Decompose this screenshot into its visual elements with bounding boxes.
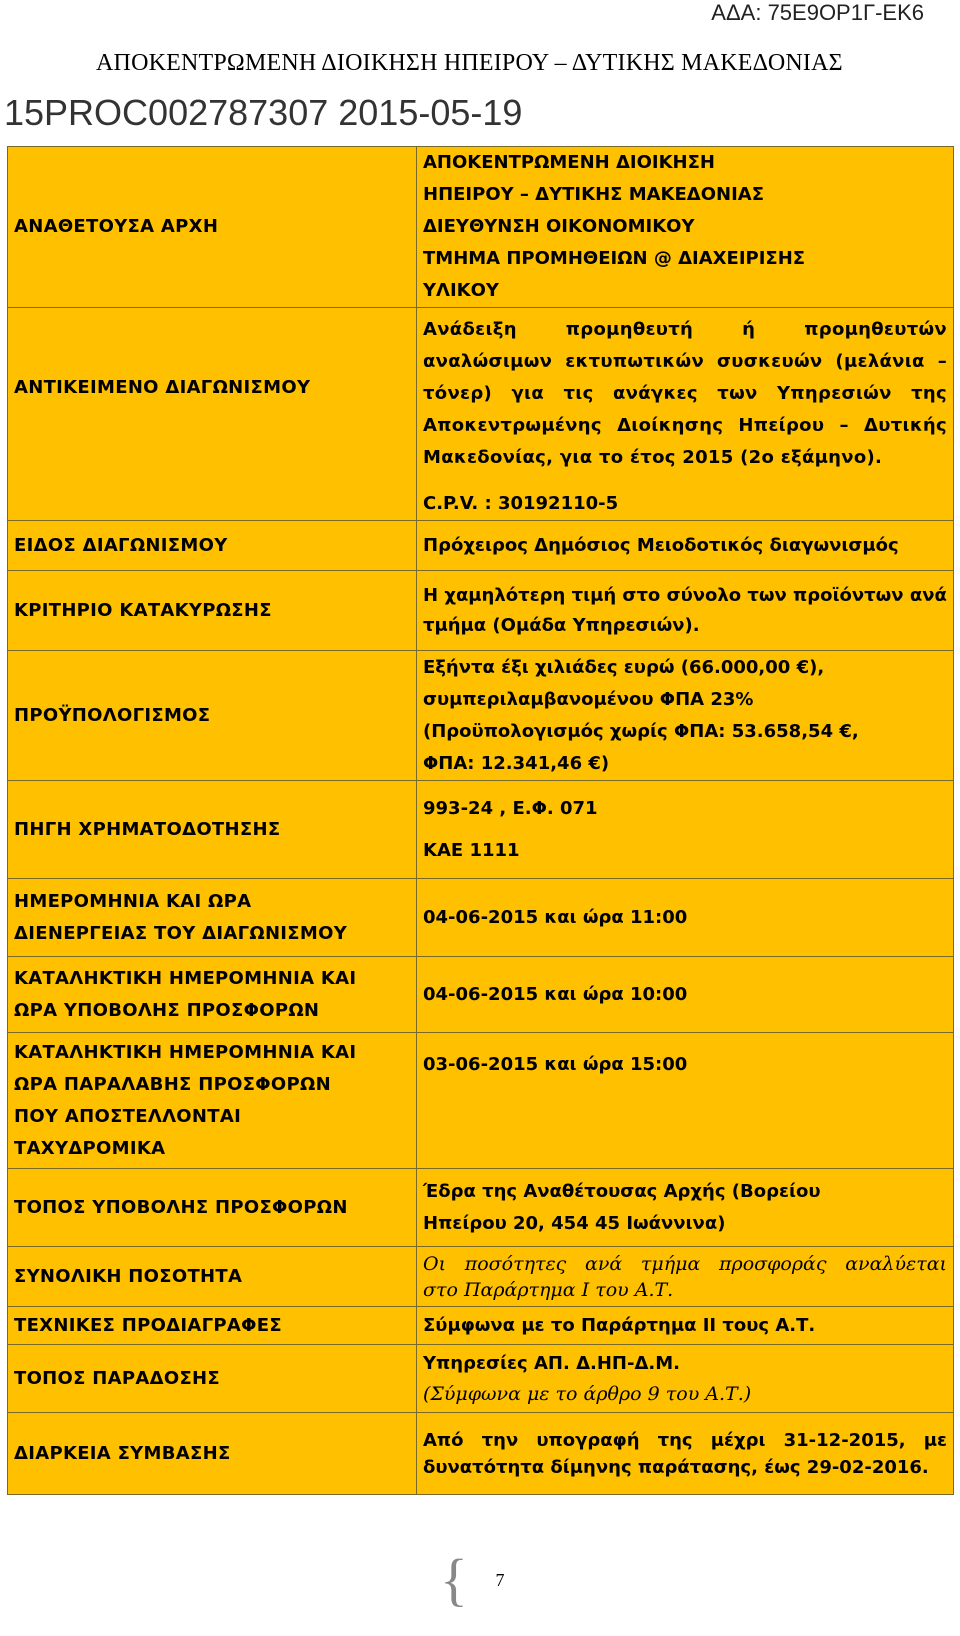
table-row bbox=[8, 957, 954, 1033]
row-label: ΗΜΕΡΟΜΗΝΙΑ ΚΑΙ ΩΡΑ ΔΙΕΝΕΡΓΕΙΑΣ ΤΟΥ ΔΙΑΓΩΝΙΣΜΟΥ bbox=[8, 879, 417, 957]
row-value: Η χαμηλότερη τιμή στο σύνολο των προϊόντων ανά τμήμα (Ομάδα Υπηρεσιών). bbox=[417, 571, 954, 651]
row-value: Οι ποσότητες ανά τμήμα προσφοράς αναλύεται στο Παράρτημα Ι του Α.Τ. bbox=[417, 1247, 954, 1307]
authority-header: ΑΠΟΚΕΝΤΡΩΜΕΝΗ ΔΙΟΙΚΗΣΗ ΗΠΕΙΡΟΥ – ΔΥΤΙΚΗΣ ΜΑΚΕΔΟΝΙΑΣ bbox=[96, 50, 843, 76]
page-footer bbox=[440, 1547, 560, 1612]
row-value: Πρόχειρος Δημόσιος Μειοδοτικός διαγωνισμός bbox=[417, 521, 954, 571]
object-description: Ανάδειξη προμηθευτή ή προμηθευτών αναλώσιμων εκτυπωτικών συσκευών (μελάνια – τόνερ) για τις ανάγκες των Υπηρεσιών της Αποκεντρωμένης Διοίκησης Ηπείρου – Δυτικής Μακεδονίας, για το έτος 2015 (2ο εξάμηνο). bbox=[423, 319, 947, 468]
row-value: Από την υπογραφή της μέχρι 31-12-2015, με δυνατότητα δίμηνης παράτασης, έως 29-02-2016. bbox=[417, 1413, 954, 1495]
page-number: 7 bbox=[495, 1570, 505, 1590]
table-row bbox=[8, 1033, 954, 1169]
left-brace-icon: { bbox=[440, 1547, 468, 1612]
row-label: ΠΗΓΗ ΧΡΗΜΑΤΟΔΟΤΗΣΗΣ bbox=[8, 781, 417, 879]
row-value: Υπηρεσίες ΑΠ. Δ.ΗΠ-Δ.Μ. (Σύμφωνα με το άρθρο 9 του Α.Τ.) bbox=[417, 1345, 954, 1413]
table-row bbox=[8, 521, 954, 571]
row-value: Εξήντα έξι χιλιάδες ευρώ (66.000,00 €), συμπεριλαμβανομένου ΦΠΑ 23% (Προϋπολογισμός χωρίς ΦΠΑ: 53.658,54 €, ΦΠΑ: 12.341,46 €) bbox=[417, 651, 954, 781]
row-label: ΕΙΔΟΣ ΔΙΑΓΩΝΙΣΜΟΥ bbox=[8, 521, 417, 571]
table-row bbox=[8, 1247, 954, 1307]
table-row bbox=[8, 1345, 954, 1413]
ada-code: ΑΔΑ: 75Ε9ΟΡ1Γ-ΕΚ6 bbox=[711, 0, 924, 25]
row-label: ΚΡΙΤΗΡΙΟ ΚΑΤΑΚΥΡΩΣΗΣ bbox=[8, 571, 417, 651]
row-label: ΚΑΤΑΛΗΚΤΙΚΗ ΗΜΕΡΟΜΗΝΙΑ ΚΑΙ ΩΡΑ ΠΑΡΑΛΑΒΗΣ ΠΡΟΣΦΟΡΩΝ ΠΟΥ ΑΠΟΣΤΕΛΛΟΝΤΑΙ ΤΑΧΥΔΡΟΜΙΚΑ bbox=[8, 1033, 417, 1169]
row-label: ΑΝΤΙΚΕΙΜΕΝΟ ΔΙΑΓΩΝΙΣΜΟΥ bbox=[8, 308, 417, 521]
row-value: Έδρα της Αναθέτουσας Αρχής (Βορείου Ηπείρου 20, 454 45 Ιωάννινα) bbox=[417, 1169, 954, 1247]
row-label: ΠΡΟΫΠΟΛΟΓΙΣΜΟΣ bbox=[8, 651, 417, 781]
row-value: 04-06-2015 και ώρα 11:00 bbox=[417, 879, 954, 957]
row-value: ΑΠΟΚΕΝΤΡΩΜΕΝΗ ΔΙΟΙΚΗΣΗ ΗΠΕΙΡΟΥ – ΔΥΤΙΚΗΣ ΜΑΚΕΔΟΝΙΑΣ ΔΙΕΥΘΥΝΣΗ ΟΙΚΟΝΟΜΙΚΟΥ ΤΜΗΜΑ ΠΡΟΜΗΘΕΙΩΝ @ ΔΙΑΧΕΙΡΙΣΗΣ ΥΛΙΚΟΥ bbox=[417, 147, 954, 308]
row-value: Σύμφωνα με το Παράρτημα ΙΙ τους Α.Τ. bbox=[417, 1307, 954, 1345]
row-value: 03-06-2015 και ώρα 15:00 bbox=[417, 1033, 954, 1169]
document-id: 15PROC002787307 2015-05-19 bbox=[4, 92, 523, 133]
table-row bbox=[8, 879, 954, 957]
row-label: ΣΥΝΟΛΙΚΗ ΠΟΣΟΤΗΤΑ bbox=[8, 1247, 417, 1307]
row-value: 993-24 , Ε.Φ. 071 ΚΑΕ 1111 bbox=[417, 781, 954, 879]
row-label: ΑΝΑΘΕΤΟΥΣΑ ΑΡΧΗ bbox=[8, 147, 417, 308]
row-value bbox=[417, 308, 954, 521]
table-row bbox=[8, 1413, 954, 1495]
row-label: ΚΑΤΑΛΗΚΤΙΚΗ ΗΜΕΡΟΜΗΝΙΑ ΚΑΙ ΩΡΑ ΥΠΟΒΟΛΗΣ ΠΡΟΣΦΟΡΩΝ bbox=[8, 957, 417, 1033]
table-row bbox=[8, 308, 954, 521]
row-label: ΤΟΠΟΣ ΠΑΡΑΔΟΣΗΣ bbox=[8, 1345, 417, 1413]
row-label: ΤΕΧΝΙΚΕΣ ΠΡΟΔΙΑΓΡΑΦΕΣ bbox=[8, 1307, 417, 1345]
table-row bbox=[8, 651, 954, 781]
row-value: 04-06-2015 και ώρα 10:00 bbox=[417, 957, 954, 1033]
table-row bbox=[8, 1169, 954, 1247]
table-row bbox=[8, 781, 954, 879]
tender-summary-table bbox=[7, 146, 954, 1495]
cpv-code: C.P.V. : 30192110-5 bbox=[423, 493, 619, 514]
table-row bbox=[8, 1307, 954, 1345]
row-label: ΔΙΑΡΚΕΙΑ ΣΥΜΒΑΣΗΣ bbox=[8, 1413, 417, 1495]
table-row bbox=[8, 571, 954, 651]
table-row bbox=[8, 147, 954, 308]
row-label: ΤΟΠΟΣ ΥΠΟΒΟΛΗΣ ΠΡΟΣΦΟΡΩΝ bbox=[8, 1169, 417, 1247]
